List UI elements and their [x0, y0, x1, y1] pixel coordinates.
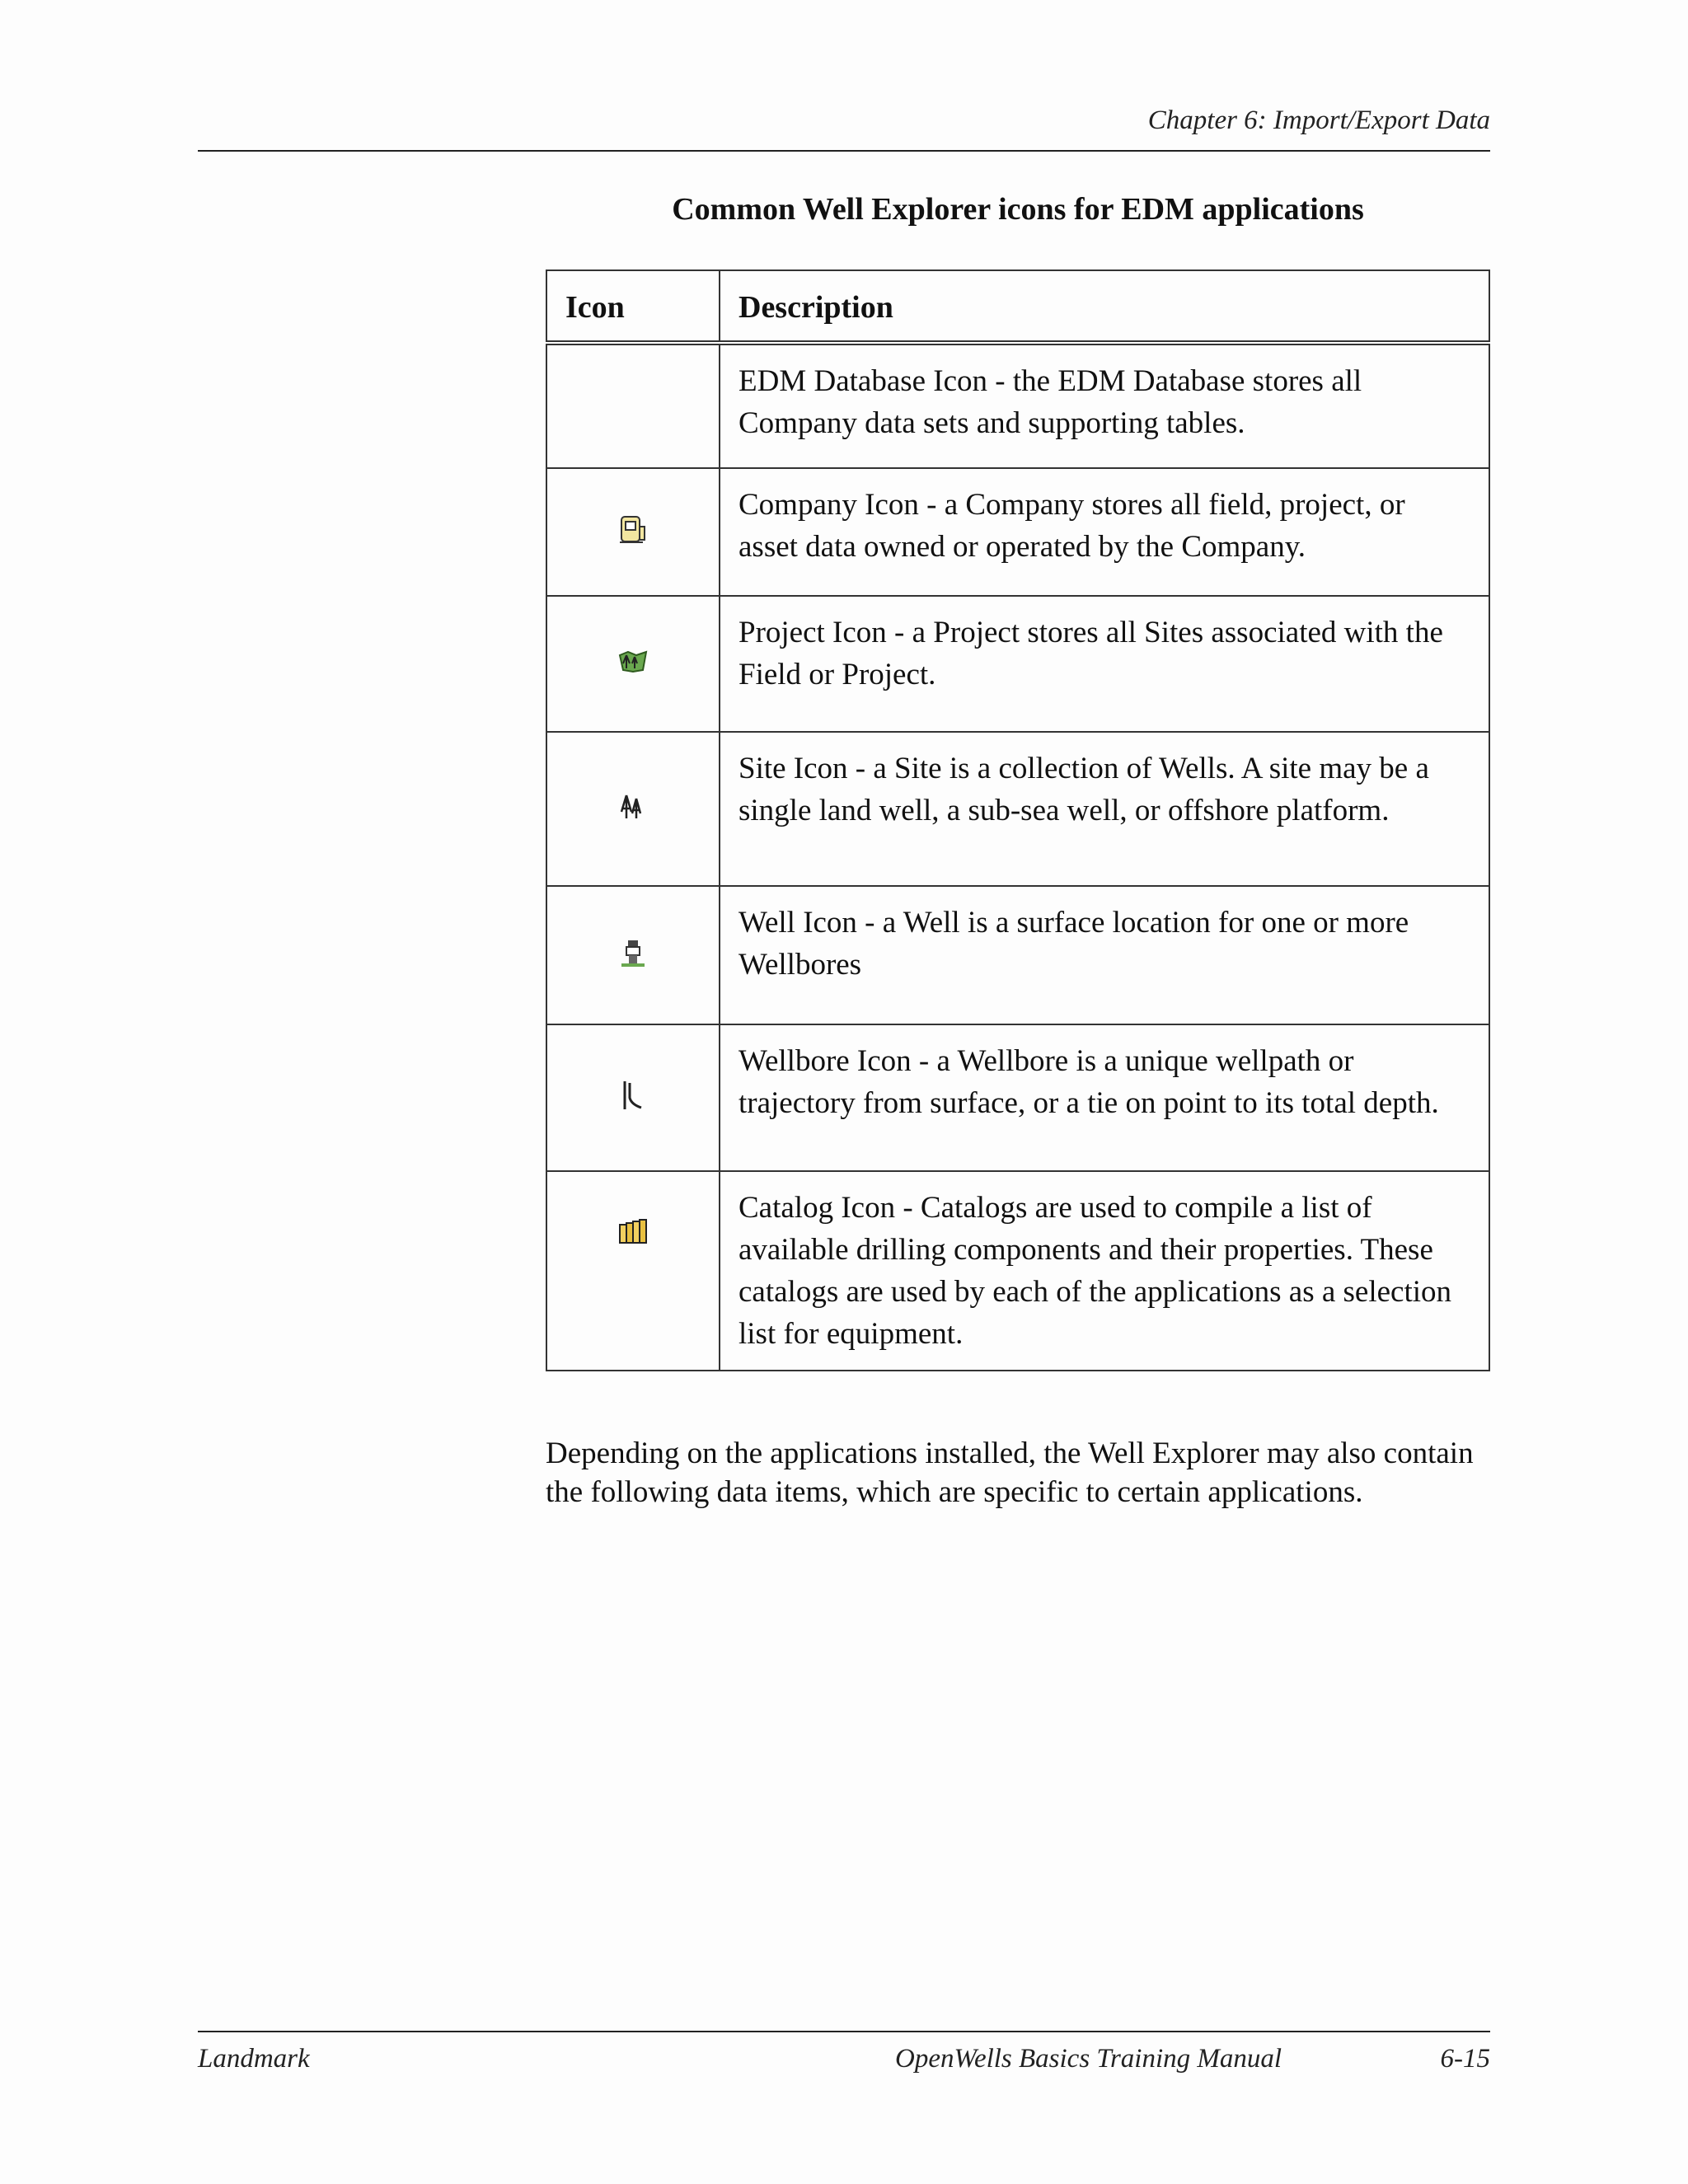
table-row [546, 732, 1489, 886]
table-row [546, 468, 1489, 596]
company-icon [617, 513, 649, 546]
footer-rule [198, 2031, 1490, 2032]
table-row [546, 596, 1489, 732]
row-description: Company Icon - a Company stores all field, project, or asset data owned or operated by the Company. [720, 468, 1489, 596]
row-description: EDM Database Icon - the EDM Database stores all Company data sets and supporting tables. [720, 343, 1489, 468]
table-row [546, 1171, 1489, 1371]
table-row [546, 886, 1489, 1024]
wellbore-icon [617, 1080, 649, 1113]
table-header-row [546, 270, 1489, 343]
table-row [546, 343, 1489, 468]
row-description: Well Icon - a Well is a surface location for one or more Wellbores [720, 886, 1489, 1024]
footer-publisher: Landmark [198, 2044, 310, 2074]
row-description: Project Icon - a Project stores all Sites associated with the Field or Project. [720, 596, 1489, 732]
header-rule [198, 150, 1490, 152]
well-icon [617, 937, 649, 970]
body-paragraph: Depending on the applications installed, the Well Explorer may also contain the following data items, which are specific to certain applications. [546, 1436, 1474, 1509]
project-icon [617, 645, 649, 678]
catalog-icon [617, 1215, 649, 1248]
icons-table [546, 269, 1490, 1371]
icon-cell-empty [546, 343, 720, 468]
table-row [546, 1024, 1489, 1171]
footer-page-number: 6-15 [1440, 2044, 1490, 2074]
row-description: Catalog Icon - Catalogs are used to compile a list of available drilling components and their properties. These catalogs are used by each of the applications as a selection list for equipment. [720, 1171, 1489, 1371]
site-icon [617, 790, 649, 823]
row-description: Wellbore Icon - a Wellbore is a unique wellpath or trajectory from surface, or a tie on point to its total depth. [720, 1024, 1489, 1171]
row-description: Site Icon - a Site is a collection of Wells. A site may be a single land well, a sub-sea well, or offshore platform. [720, 732, 1489, 886]
footer-manual-title: OpenWells Basics Training Manual [895, 2044, 1282, 2074]
column-header-description: Description [720, 270, 1489, 343]
chapter-header: Chapter 6: Import/Export Data [1147, 105, 1490, 135]
table-title: Common Well Explorer icons for EDM applications [672, 192, 1364, 227]
column-header-icon: Icon [546, 270, 720, 343]
